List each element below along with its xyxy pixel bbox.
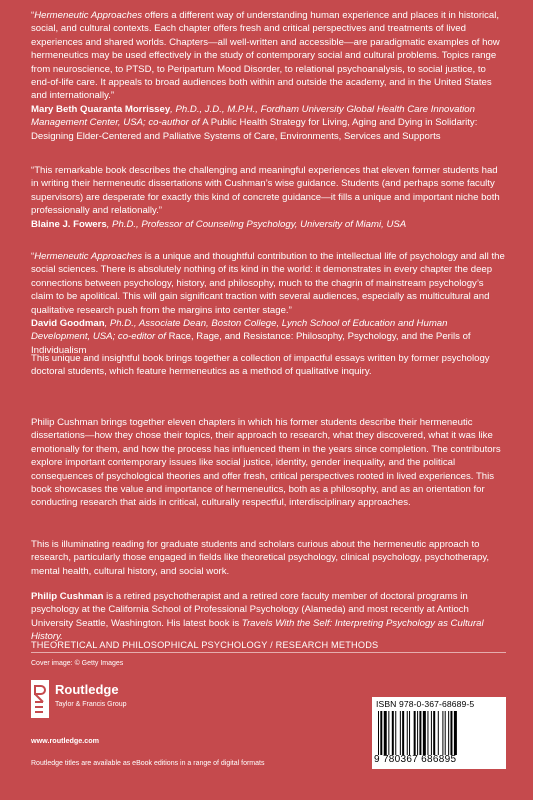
endorsement-text: offers a different way of understanding human experience and places it in historical, social, and cultural contexts. Each chapter offers fresh and critical perspectives and treatments of lived experiences and shared worlds. Chapters—all well-written and accessible—are paradigmatic examples of how hermeneutics may be used effectively in the study of contemporary social and cultural problems. Topics range from neuroscience, to PTSD, to Peripartum Mood Disorder, to relational psychoanalysis, to social justice, to end-of-life care. It appeals to broad audiences both within and outside the academy, and in the United States and internationally.”: [31, 10, 500, 102]
endorser-name: David Goodman: [31, 318, 105, 330]
endorsement-3: [31, 250, 506, 357]
author-name: Philip Cushman: [31, 591, 104, 602]
quote-mark: “: [31, 251, 35, 262]
endorser-name: Mary Beth Quaranta Morrissey: [31, 103, 171, 115]
publisher-url[interactable]: www.routledge.com: [31, 736, 100, 745]
cover-credit: Cover image: © Getty Images: [31, 660, 124, 667]
barcode: [372, 697, 506, 769]
author-latest-book: Travels With the Self: Interpreting Psychology as Cultural History.: [31, 617, 484, 643]
endorser-name: Blaine J. Fowers: [31, 218, 107, 230]
endorsement-text: is a unique and thoughtful contribution to the intellectual life of psychology and all the social sciences. There is absolutely nothing of its kind in the world: it demonstrates in every chapter the deep connections between psychology, history, and philosophy, much to the chagrin of mainstream psychology’s claim to be apolitical. This will gain significant traction with several audiences, especially as multicultural and qualitative research push from the margins into center stage.”: [31, 251, 505, 316]
book-title-ref: Hermeneutic Approaches: [34, 10, 143, 21]
endorser-work: A Public Health Strategy for Living, Aging and Dying in Solidarity: Designing Elder-Centered and Palliative Systems of Care, Environments, Services and Supports: [31, 117, 478, 142]
endorsement-2: [31, 164, 506, 231]
endorser-work: Race, Rage, and Resistance: Philosophy, Psychology, and the Perils of Individualism: [31, 331, 471, 356]
divider: [31, 652, 506, 653]
ebook-note: Routledge titles are available as eBook editions in a range of digital formats: [31, 760, 265, 767]
endorsement-text: “This remarkable book describes the challenging and meaningful experiences that eleven former students had in writing their hermeneutic dissertations with Cushman’s wise guidance. Students (and perhaps some faculty supervisors) are desperate for exactly this kind of concrete guidance—it fills a unique and important niche both professionally and relationally.”: [31, 165, 500, 217]
endorsement-1: [31, 9, 506, 143]
series-subject: THEORETICAL AND PHILOSOPHICAL PSYCHOLOGY / RESEARCH METHODS: [31, 640, 379, 650]
description-paragraph-1: This unique and insightful book brings together a collection of impactful essays written by former psychology doctoral students, which feature hermeneutics as a method of qualitative inquiry.: [31, 353, 490, 378]
endorser-credentials: , Ph.D., Professor of Counseling Psychology, University of Miami, USA: [106, 218, 407, 230]
barcode-digits: 9 780367 686895: [374, 754, 457, 765]
quote-mark: “: [31, 10, 35, 21]
publisher-name: Routledge: [55, 682, 119, 697]
description-paragraph-3: This is illuminating reading for graduate students and scholars curious about the hermeneutic approach to research, particularly those engaged in fields like theoretical psychology, clinical psychology, psychotherapy, mental health, cultural history, and social work.: [31, 539, 490, 577]
author-bio: [31, 590, 506, 644]
publisher-group: Taylor & Francis Group: [55, 701, 127, 708]
book-title-ref: Hermeneutic Approaches: [34, 251, 143, 262]
publisher-logo: [31, 680, 231, 745]
endorser-credentials: , Ph.D., Associate Dean, Boston College, Lynch School of Education and Human Development, USA; co-editor of: [31, 318, 448, 343]
routledge-mark-icon: [31, 680, 49, 718]
description-paragraph-2: Philip Cushman brings together eleven chapters in which his former students describe their hermeneutic dissertations—how they chose their topics, their approach to research, what they discovered, what it was like emotionally for them, and how the process has influenced them in the years since completion. The contributors explore important contemporary issues like social justice, identity, gender inequality, and the political consequences of psychological theories and offer fresh, critical perspectives rooted in lived experiences. This book showcases the value and importance of hermeneutics, both as a philosophy, and as an orientation for conducting research that aids in critical, culturally respectful, interdisciplinary approaches.: [31, 417, 501, 509]
barcode-bars: [378, 711, 502, 755]
informa-tagline: an informa business: [430, 764, 480, 770]
endorser-credentials: , Ph.D., J.D., M.P.H., Fordham University Global Health Care Innovation Management Center, USA; co-author of: [31, 103, 475, 129]
isbn-label: ISBN 978-0-367-68689-5: [376, 699, 475, 709]
author-bio-text: is a retired psychotherapist and a retired core faculty member of doctoral programs in psychology at the California School of Professional Psychology (Alameda) and most recently at Antioch University Seattle, Washington. His latest book is: [31, 591, 469, 629]
